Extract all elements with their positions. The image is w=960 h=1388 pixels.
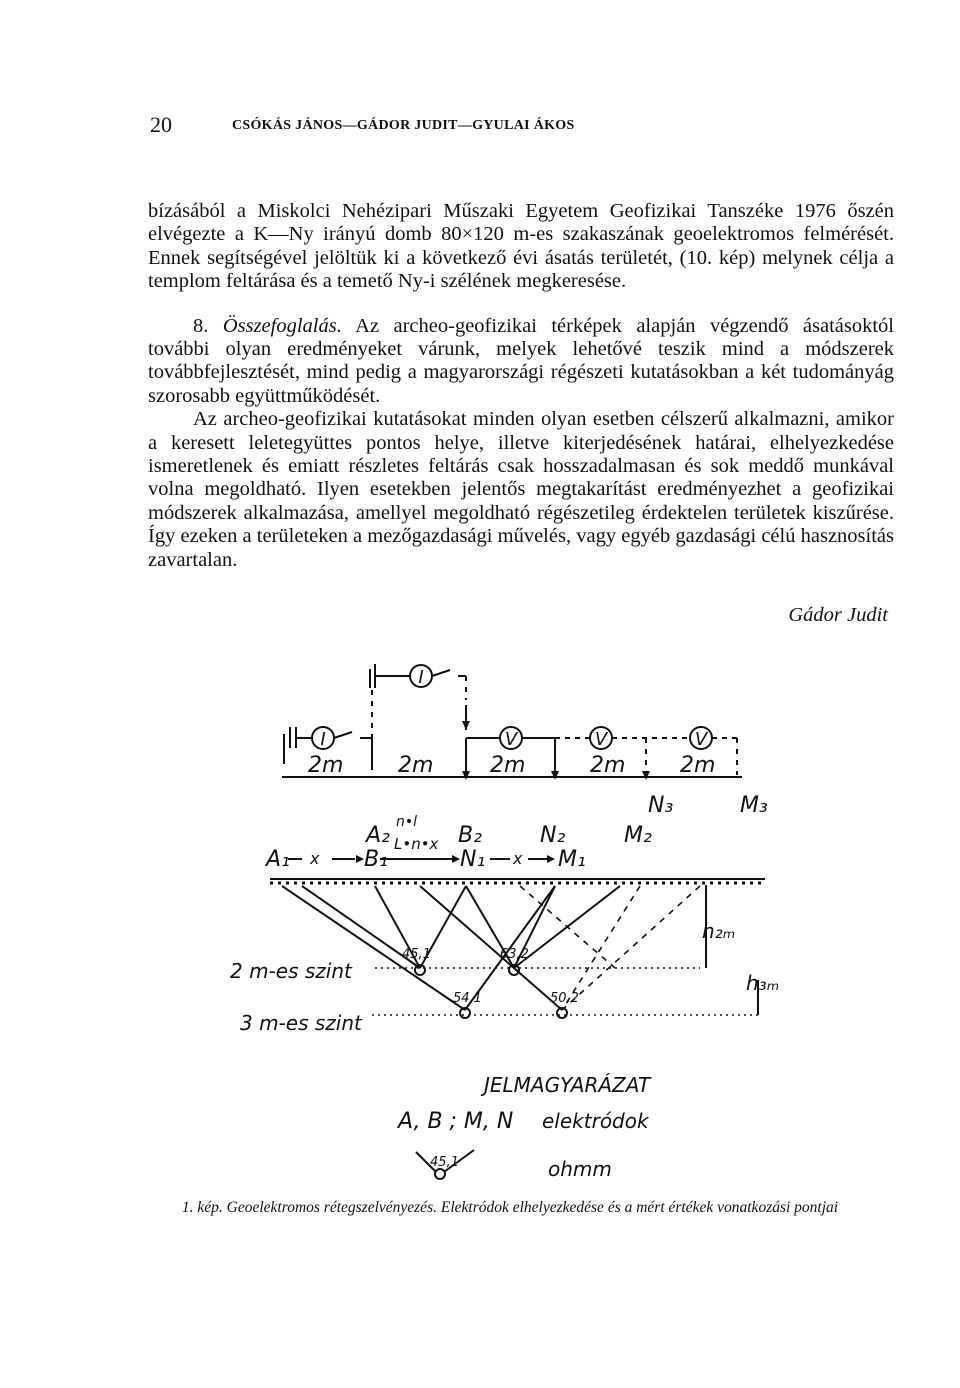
legend-title: JELMAGYARÁZAT	[484, 1073, 651, 1097]
depth-3m-label: h₃ₘ	[746, 971, 780, 995]
caption-number: 1. kép.	[181, 1199, 223, 1216]
distance-label-3: 2m	[490, 753, 526, 778]
paragraph-intro: bízásából a Miskolci Nehézipari Műszaki Egyetem Geofizikai Tanszéke 1976 őszén elvégezte a K—Ny irányú domb 80×120 m-es szakaszának geoelektromos felmérését. Ennek segítségével jelöltük ki a következő évi ásatás területét, (10. kép) melynek célja a templom feltárása és a temető Ny-i szélének megkeresése.	[148, 200, 894, 293]
meter-symbol-left: I	[320, 729, 326, 750]
x-mark-2: x	[513, 849, 523, 868]
electrode-A1: A₁	[266, 847, 290, 872]
value-45-1: 45,1	[402, 947, 431, 962]
meter-symbol-v1: V	[504, 729, 518, 750]
meter-symbol-v2: V	[594, 729, 608, 750]
electrode-B1: B₁	[364, 847, 388, 872]
legend-electrodes-text: elektródok	[542, 1109, 649, 1133]
meter-symbol-top: I	[418, 667, 424, 688]
summary-text: Az archeo-geofizikai térképek alapján végzendő ásatásoktól további olyan eredményeket várunk, melyek lehetővé teszik mind a módszerek továbbfejlesztését, mind pedig a magyarországi régészeti kutatásokban a két tudományág szorosabb együttműködését.	[148, 314, 895, 407]
legend-value: 45,1	[430, 1155, 459, 1170]
electrode-A2: A₂	[366, 823, 390, 848]
level-2m-label: 2 m-es szint	[230, 959, 352, 983]
caption-text: Geoelektromos rétegszelvényezés. Elektródok elhelyezkedése és a mért értékek vonatkozási pontjai	[226, 1199, 839, 1216]
section-title: Összefoglalás.	[222, 314, 342, 337]
legend-electrodes-symbol: A, B ; M, N	[398, 1109, 514, 1134]
page-number: 20	[150, 112, 172, 137]
electrode-M2: M₂	[624, 823, 652, 848]
value-54-1: 54,1	[453, 991, 482, 1006]
section-number: 8.	[193, 314, 209, 337]
formula-bottom: L•n•x	[394, 835, 439, 853]
paragraph-conclusion: Az archeo-geofizikai kutatásokat minden olyan esetben célszerű alkalmazni, amikor a keresett leletegyüttes pontos helye, illetve kiterjedésének határai, elhelyezkedése ismeretlenek és emiatt részletes feltárás csak hosszadalmasan és sok meddő munkával volna megoldható. Ilyen esetekben jelentős megtakarítást eredményezhet a geofizikai módszerek alkalmazása, amellyel megoldható régészetileg érdektelen területek kiszűrése. Így ezeken a területeken a mezőgazdasági művelés, vagy egyéb gazdasági célú hasznosítás zavartalan.	[148, 408, 894, 571]
figure-caption	[150, 1198, 870, 1217]
value-63-2: 63,2	[500, 947, 529, 962]
electrode-B2: B₂	[458, 823, 482, 848]
running-head: CSÓKÁS JÁNOS—GÁDOR JUDIT—GYULAI ÁKOS	[232, 118, 575, 133]
distance-label-2: 2m	[398, 753, 434, 778]
distance-label-5: 2m	[680, 753, 716, 778]
electrode-N3: N₃	[648, 793, 674, 818]
electrode-M3: M₃	[740, 793, 768, 818]
formula-top: n•l	[396, 814, 418, 830]
depth-2m-label: h₂ₘ	[702, 919, 736, 943]
value-50-2: 50,2	[550, 991, 579, 1006]
electrode-N2: N₂	[540, 823, 566, 848]
x-mark-1: x	[310, 849, 320, 868]
electrode-M1: M₁	[558, 847, 586, 872]
level-3m-label: 3 m-es szint	[240, 1011, 362, 1035]
electrode-N1: N₁	[460, 847, 486, 872]
distance-label-4: 2m	[590, 753, 626, 778]
meter-symbol-v3: V	[694, 729, 708, 750]
distance-label-1: 2m	[308, 753, 344, 778]
author-signature: Gádor Judit	[788, 604, 888, 626]
legend-ohm: ohmm	[548, 1157, 612, 1181]
